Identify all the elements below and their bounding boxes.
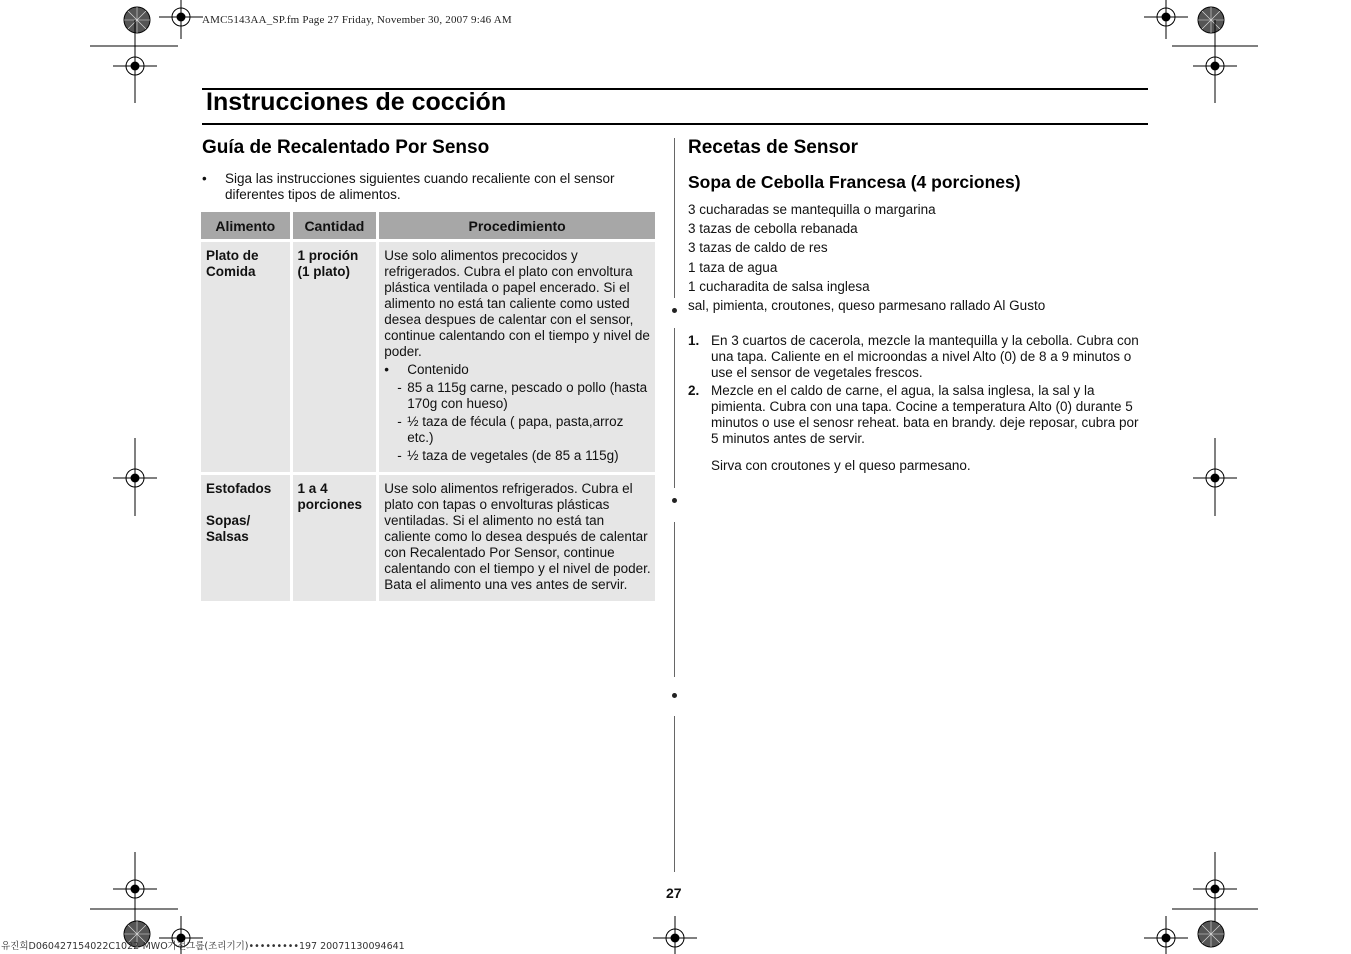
ingredient-item: 3 cucharadas se mantequilla o margarina <box>688 202 936 217</box>
star-target-mark <box>1198 7 1224 33</box>
intro-bullet <box>202 171 652 203</box>
ingredient-item: 3 tazas de caldo de res <box>688 240 828 256</box>
footer-code: 유진희D060427154022C1022-MWO가전그룹(조리기기)•••••••••197 20071130094641 <box>1 941 405 952</box>
column-header-procedure: Procedimiento <box>379 212 655 239</box>
quantity-cell: 1 proción (1 plato) <box>293 242 377 472</box>
column-header-food: Alimento <box>201 212 290 239</box>
divider-dot <box>672 693 677 698</box>
page-number: 27 <box>666 885 682 901</box>
step-text: Mezcle en el caldo de carne, el agua, la salsa inglesa, la sal y la pimienta. Cubra con una tapa. Cocine a temperatura Alto (0) durante 5 minutos o use el senosr reheat. bata en brandy. deje reposar, cubra por 5 minutos antes de servir. <box>711 383 1139 446</box>
column-divider <box>674 138 675 298</box>
registration-mark <box>1144 0 1188 39</box>
table-row <box>201 242 655 472</box>
contents-item: - ½ taza de fécula ( papa, pasta,arroz etc.) <box>397 414 624 445</box>
intro-text: Siga las instrucciones siguientes cuando recaliente con el sensor diferentes tipos de alimentos. <box>225 171 615 202</box>
ingredient-item: 3 tazas de cebolla rebanada <box>688 221 858 237</box>
bullet-icon: • <box>202 171 207 186</box>
step-number: 2. <box>688 383 700 398</box>
ingredient-item: 1 taza de agua <box>688 259 778 275</box>
contents-bullet <box>384 362 651 378</box>
recipe-steps <box>688 333 1148 474</box>
divider-dot <box>672 498 677 503</box>
print-header: AMC5143AA_SP.fm Page 27 Friday, November 30, 2007 9:46 AM <box>202 14 512 26</box>
step-text: En 3 cuartos de cacerola, mezcle la mantequilla y la cebolla. Cubra con una tapa. Caliente en el microondas a nivel Alto (0) de 8 a 9 minutos o use el sensor de vegetales frescos. <box>711 333 1139 380</box>
column-divider <box>674 328 675 488</box>
title-bottom-rule <box>202 123 1148 125</box>
registration-mark <box>653 916 697 954</box>
ingredient-item: 1 cucharadita de salsa inglesa <box>688 278 870 294</box>
column-divider <box>674 716 675 872</box>
registration-mark <box>1144 916 1188 954</box>
ingredient-item: sal, pimienta, croutones, queso parmesano rallado Al Gusto <box>688 298 1046 314</box>
bullet-icon: • <box>384 362 389 377</box>
ingredient-list <box>688 200 1045 315</box>
star-target-mark <box>1198 921 1224 947</box>
procedure-text: Use solo alimentos precocidos y refrigerados. Cubra el plato con envoltura plástica ventilada o papel encerado. Si el alimento no está tan caliente como usted desea despues de calentar con el sensor, continue calentando con el tiempo y nivel de poder. <box>384 248 650 359</box>
column-divider <box>674 522 675 677</box>
recipe-step <box>688 333 1148 381</box>
column-header-quantity: Cantidad <box>293 212 377 239</box>
sensor-recipes-title: Recetas de Sensor <box>688 137 859 158</box>
reheat-guide-title: Guía de Recalentado Por Senso <box>202 137 490 158</box>
table-row <box>201 475 655 601</box>
food-cell: Plato de Comida <box>201 242 290 472</box>
procedure-cell: Use solo alimentos refrigerados. Cubra el plato con tapas o envolturas plásticas ventiladas. Si el alimento no está tan caliente como lo desea después de calentar con Recalentado Por Sensor, continue calentando con el tiempo y el nivel de poder. Bata el alimento una ves antes de servir. <box>379 475 655 601</box>
recipe-title: Sopa de Cebolla Francesa (4 porciones) <box>688 172 1021 192</box>
registration-mark <box>159 0 203 39</box>
contents-item: - 85 a 115g carne, pescado o pollo (hasta 170g con hueso) <box>397 380 648 411</box>
serving-note: Sirva con croutones y el queso parmesano. <box>711 458 971 473</box>
table-header-row <box>201 212 655 239</box>
procedure-cell <box>379 242 655 472</box>
quantity-cell: 1 a 4 porciones <box>293 475 377 601</box>
food-cell: Estofados Sopas/ Salsas <box>201 475 290 601</box>
contents-item: - ½ taza de vegetales (de 85 a 115g) <box>397 448 619 463</box>
page-title: Instrucciones de cocción <box>206 88 507 116</box>
step-number: 1. <box>688 333 700 348</box>
star-target-mark <box>124 7 150 33</box>
contents-label: Contenido <box>407 362 469 377</box>
divider-dot <box>672 308 677 313</box>
recipe-step <box>688 383 1148 447</box>
reheat-guide-table <box>198 209 658 604</box>
